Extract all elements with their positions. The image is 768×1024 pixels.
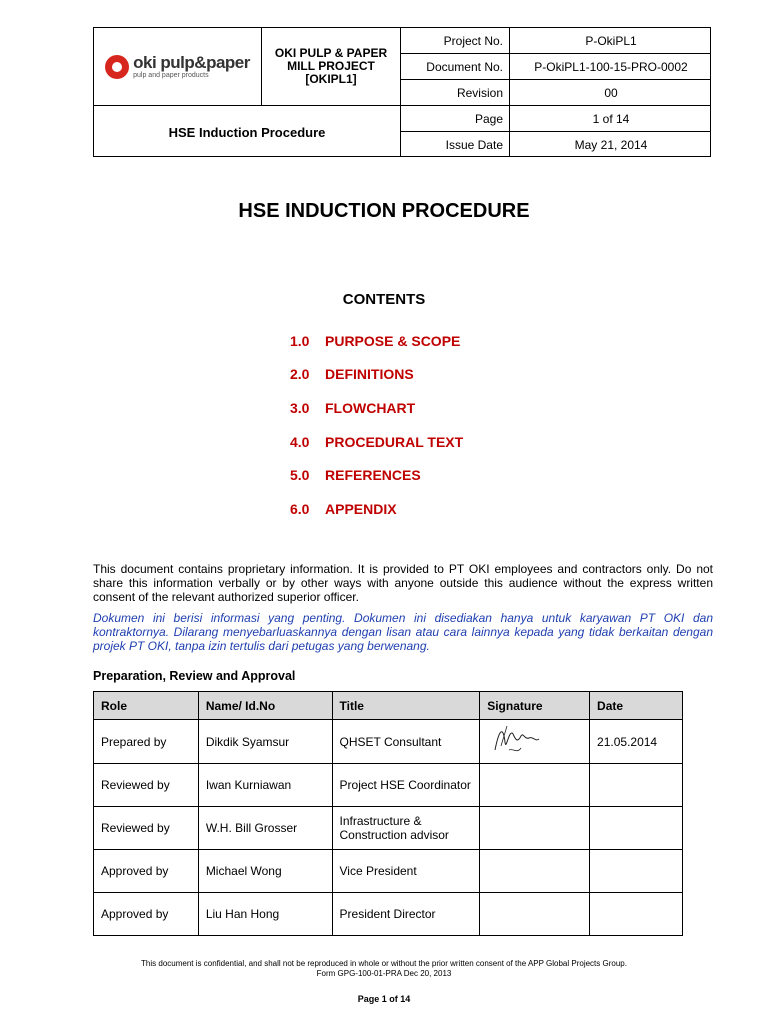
footer-confidential-note: This document is confidential, and shall not be reproduced in whole or without the prior written consent of the APP Global Projects Group. <box>141 959 627 968</box>
table-row <box>94 807 683 850</box>
label-page: Page <box>474 111 503 126</box>
table-row <box>94 850 683 893</box>
toc-item-definitions[interactable] <box>290 358 463 392</box>
cell-title: President Director <box>332 893 480 936</box>
toc-item-appendix[interactable] <box>290 492 463 526</box>
toc-number: 2.0 <box>290 366 310 383</box>
cell-title: Vice President <box>332 850 480 893</box>
cell-date <box>590 893 683 936</box>
cell-role: Reviewed by <box>94 764 199 807</box>
cell-date: 21.05.2014 <box>590 720 683 764</box>
cell-date <box>590 764 683 807</box>
signature-image <box>487 720 547 760</box>
table-row <box>94 893 683 936</box>
table-row <box>94 764 683 807</box>
label-revision: Revision <box>456 85 503 100</box>
approval-heading: Preparation, Review and Approval <box>93 669 296 683</box>
toc-item-purpose-scope[interactable] <box>290 324 463 358</box>
confidentiality-notice-indonesian: Dokumen ini berisi informasi yang penting. Dokumen ini disediakan hanya untuk karyawan PT OKI dan kontraktornya. Dilarang menyebarluaskannya dengan lisan atau cara lainnya kepada yang tidak berkaitan dengan projek PT OKI, tanpa izin tertulis dari petugas yang berwenang. <box>93 611 713 653</box>
cell-name: Dikdik Syamsur <box>198 720 332 764</box>
value-page: 1 of 14 <box>592 111 630 126</box>
toc-label: DEFINITIONS <box>325 366 414 383</box>
cell-name: Liu Han Hong <box>198 893 332 936</box>
cell-signature <box>480 807 590 850</box>
cell-role: Prepared by <box>94 720 199 764</box>
cell-title: Project HSE Coordinator <box>332 764 480 807</box>
column-header-signature: Signature <box>480 692 590 720</box>
logo-brand: oki pulp&paper <box>133 52 250 72</box>
page-number: Page 1 of 14 <box>357 994 411 1004</box>
value-document-no: P-OkiPL1-100-15-PRO-0002 <box>534 59 688 74</box>
cell-signature <box>480 764 590 807</box>
toc-number: 4.0 <box>290 433 310 450</box>
document-header-table <box>93 27 711 157</box>
label-issue-date: Issue Date <box>445 138 503 152</box>
toc-label: APPENDIX <box>325 500 397 517</box>
footer-form-number: Form GPG-100-01-PRA Dec 20, 2013 <box>316 969 452 978</box>
value-project-no: P-OkiPL1 <box>585 33 637 48</box>
cell-title: Infrastructure & Construction advisor <box>332 807 480 850</box>
toc-label: REFERENCES <box>325 467 421 484</box>
table-row <box>94 720 683 764</box>
logo-icon <box>105 55 129 79</box>
toc-label: FLOWCHART <box>325 399 416 416</box>
column-header-date: Date <box>590 692 683 720</box>
company-logo <box>94 28 261 105</box>
toc-number: 1.0 <box>290 332 310 349</box>
contents-heading: CONTENTS <box>342 291 426 308</box>
cell-role: Reviewed by <box>94 807 199 850</box>
cell-signature <box>480 850 590 893</box>
project-name: OKI PULP & PAPER MILL PROJECT [OKIPL1] <box>274 46 388 86</box>
toc-label: PROCEDURAL TEXT <box>325 433 464 450</box>
approval-table <box>93 691 683 936</box>
toc-number: 5.0 <box>290 467 310 484</box>
cell-role: Approved by <box>94 893 199 936</box>
logo-tagline: pulp and paper products <box>133 71 209 79</box>
cell-date <box>590 850 683 893</box>
confidentiality-notice-english: This document contains proprietary information. It is provided to PT OKI employees and contractors only. Do not share this information verbally or by other ways with anyone outside this audience without the express written consent of the relevant authorized superior officer. <box>93 562 713 604</box>
toc-label: PURPOSE & SCOPE <box>325 332 461 349</box>
table-header-row <box>94 692 683 720</box>
cell-name: Michael Wong <box>198 850 332 893</box>
toc-item-flowchart[interactable] <box>290 391 463 425</box>
cell-signature <box>480 893 590 936</box>
cell-signature <box>480 720 590 764</box>
cell-role: Approved by <box>94 850 199 893</box>
value-issue-date: May 21, 2014 <box>574 138 648 152</box>
label-project-no: Project No. <box>443 33 503 48</box>
cell-title: QHSET Consultant <box>332 720 480 764</box>
label-document-no: Document No. <box>426 59 503 74</box>
column-header-role: Role <box>94 692 199 720</box>
toc-number: 3.0 <box>290 399 310 416</box>
doc-title: HSE Induction Procedure <box>168 124 326 140</box>
value-revision: 00 <box>604 85 618 100</box>
cell-name: Iwan Kurniawan <box>198 764 332 807</box>
document-title: HSE INDUCTION PROCEDURE <box>238 200 530 222</box>
cell-name: W.H. Bill Grosser <box>198 807 332 850</box>
column-header-name: Name/ Id.No <box>198 692 332 720</box>
table-of-contents <box>290 324 463 526</box>
toc-number: 6.0 <box>290 500 310 517</box>
toc-item-references[interactable] <box>290 458 463 492</box>
cell-date <box>590 807 683 850</box>
toc-item-procedural-text[interactable] <box>290 425 463 459</box>
column-header-title: Title <box>332 692 480 720</box>
